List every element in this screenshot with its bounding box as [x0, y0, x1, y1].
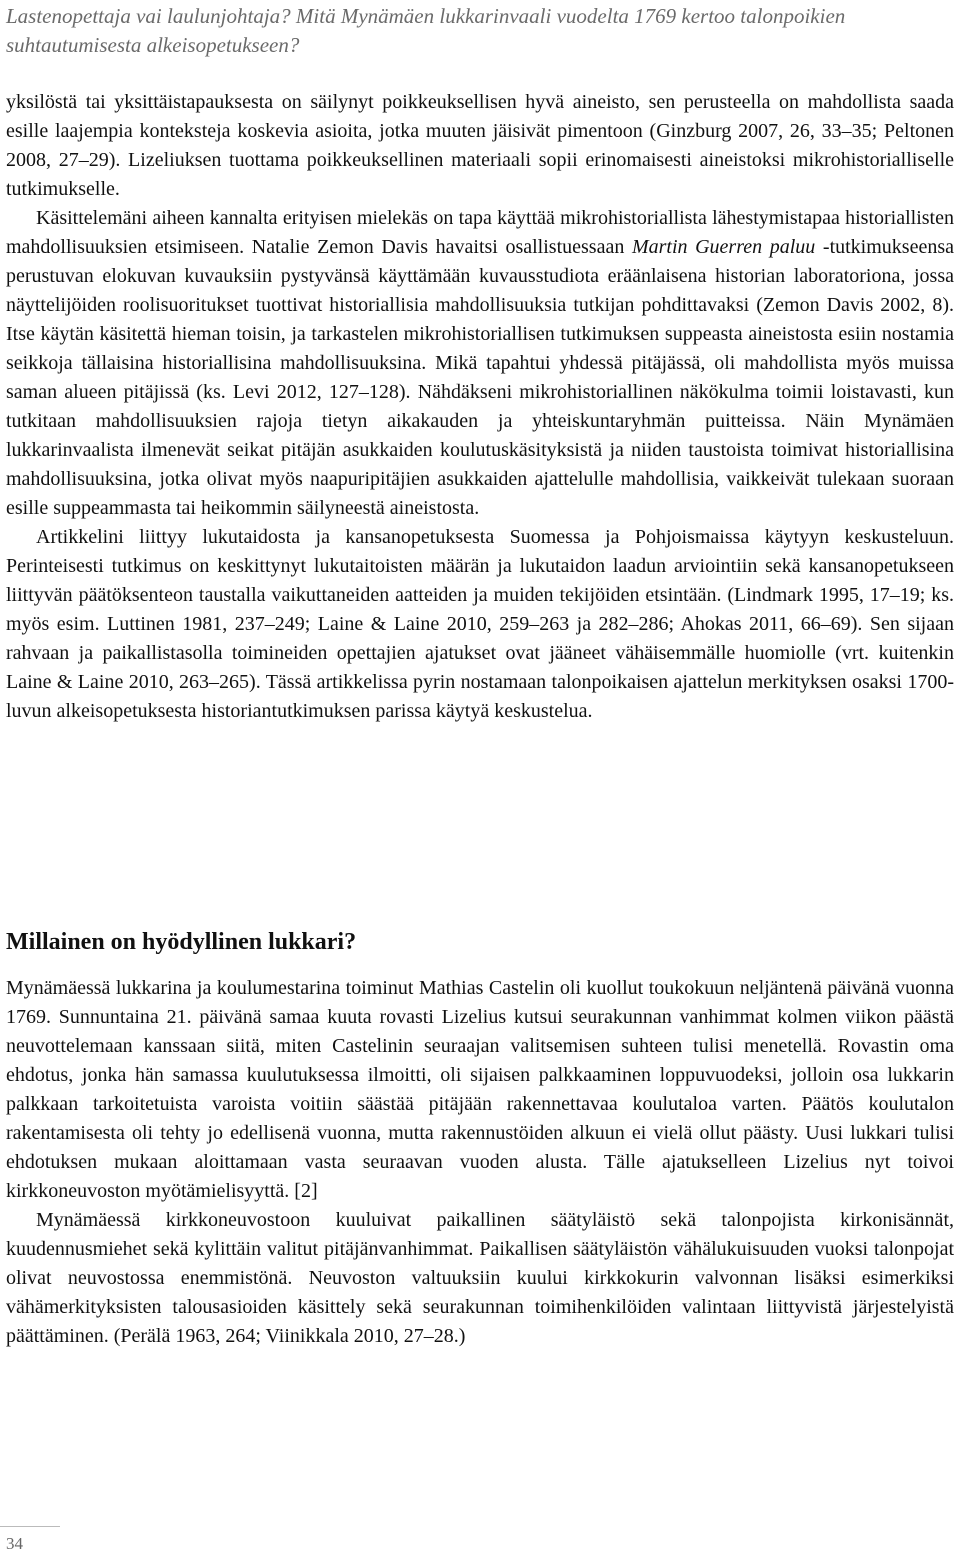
page-number: 34 [6, 1534, 23, 1553]
section-heading: Millainen on hyödyllinen lukkari? [6, 929, 357, 955]
paragraph-2-text-a: Käsittelemäni aiheen kannalta erityisen mielekäs on tapa käyttää mikrohistoriallista lähestymistapaa historiallisten mahdollisuuksien etsimiseen. Natalie Zemon Davis havaitsi osallistuessaan [6, 207, 954, 258]
paragraph-5: Mynämäessä kirkkoneuvostoon kuuluivat paikallinen säätyläistö sekä talonpojista kirkonisännät, kuudennusmiehet sekä kylittäin valitut pitäjänvanhimmat. Paikallisen säätyläistön vähälukuisuuden vuoksi talonpojat olivat neuvostossa enemmistönä. Neuvoston valtuuksiin kuului kirkkokurin valvonnan lisäksi esimerkiksi vähämerkityksisten talousasioiden käsittely sekä seurakunnan toimihenkilöiden valintaan liittyvistä järjestelyistä päättäminen. (Perälä 1963, 264; Viinikkala 2010, 27–28.) [6, 1209, 954, 1347]
paragraph-2 [6, 204, 954, 523]
paragraph-2-text-b: -tutkimukseensa perustuvan elokuvan kuvauksiin pystyvänsä käyttämään kuvausstudiota eräänlaisena historian laboratoriona, jossa näyttelijöiden roolisuoritukset tuottivat historiallisia mahdollisuuksia tutkijan pohdittavaksi (Zemon Davis 2002, 8). Itse käytän käsitettä hieman toisin, ja tarkastelen mikrohistoriallisen tutkimuksen suppeasta aineistosta esiin nostamia seikkoja tällaisina historiallisina mahdollisuuksina. Mikä tapahtui yhdessä pitäjässä, oli mahdollista myös muissa saman alueen pitäjissä (ks. Levi 2012, 127–128). Nähdäkseni mikrohistoriallinen näkökulma toimii loistavasti, kun tutkitaan mahdollisuuksien rajoja tietyn aikakauden ja yhteiskuntaryhmän puitteissa. Näin Mynämäen lukkarinvaalista ilmenevät seikat pitäjän asukkaiden koulutuskäsityksistä ja niiden taustoista toimivat historiallisina mahdollisuuksina, jotka olivat myös naapuripitäjien asukkaiden ajattelulle mahdollisia, vaikkeivät tulekaan suoraan esille suppeammasta tai heikommin säilyneestä aineistosta. [6, 236, 954, 519]
body-section-2 [6, 974, 954, 1351]
running-head: Lastenopettaja vai laulunjohtaja? Mitä Mynämäen lukkarinvaali vuodelta 1769 kertoo talonpoikien suhtautumisesta alkeisopetukseen? [6, 4, 846, 57]
paragraph-4: Mynämäessä lukkarina ja koulumestarina toiminut Mathias Castelin oli kuollut toukokuun neljäntenä päivänä vuonna 1769. Sunnuntaina 21. päivänä samaa kuuta rovasti Lizelius kutsui seurakunnan vanhimmat kolmen viikon päästä neuvottelemaan kanssaan siitä, miten Castelinin seuraajan valitsemisen suhteen tulisi menetellä. Rovastin oma ehdotus, jonka hän samassa kuulutuksessa ilmoitti, oli sijaisen palkkaaminen loppuvuodeksi, jolloin osa lukkarin palkkaan tarkoitetuista varoista voitiin säästää pitäjään rakennettavaa koulutaloa varten. Päätös koulutalon rakentamisesta oli tehty jo edellisenä vuonna, mutta rakennustöiden alkuun ei vielä ollut päästy. Uusi lukkari tulisi ehdotuksen mukaan aloittamaan vasta seuraavan vuoden alusta. Tälle ajatukselleen Lizelius nyt toivoi kirkkoneuvoston myötämielisyyttä. [2] [6, 977, 954, 1202]
paragraph-3: Artikkelini liittyy lukutaidosta ja kansanopetuksesta Suomessa ja Pohjoismaissa käytyyn keskusteluun. Perinteisesti tutkimus on keskittynyt lukutaitoisten määrän ja lukutaidon laadun arviointiin sekä kansanopetukseen liittyvän päätöksenteon taustalla vaikuttaneiden aatteiden ja muiden tekijöiden etsintään. (Lindmark 1995, 17–19; ks. myös esim. Luttinen 1981, 237–249; Laine & Laine 2010, 259–263 ja 282–286; Ahokas 2011, 66–69). Sen sijaan rahvaan ja paikallistasolla toimineiden opettajien ajatukset ovat jääneet vähäisemmälle huomiolle (vrt. kuitenkin Laine & Laine 2010, 263–265). Tässä artikkelissa pyrin nostamaan talonpoikaisen ajattelun merkityksen osaksi 1700-luvun alkeisopetuksesta historiantutkimuksen parissa käytyä keskustelua. [6, 526, 954, 722]
footer-rule [0, 1526, 60, 1527]
body-section-1 [6, 88, 954, 726]
film-title: Martin Guerren paluu [631, 236, 816, 258]
paragraph-1: yksilöstä tai yksittäistapauksesta on säilynyt poikkeuksellisen hyvä aineisto, sen perusteella on mahdollista saada esille laajempia konteksteja koskevia asioita, jotka muuten jäisivät pimentoon (Ginzburg 2007, 26, 33–35; Peltonen 2008, 27–29). Lizeliuksen tuottama poikkeuksellinen materiaali sopii erinomaisesti aineistoksi mikrohistorialliselle tutkimukselle. [6, 91, 954, 200]
